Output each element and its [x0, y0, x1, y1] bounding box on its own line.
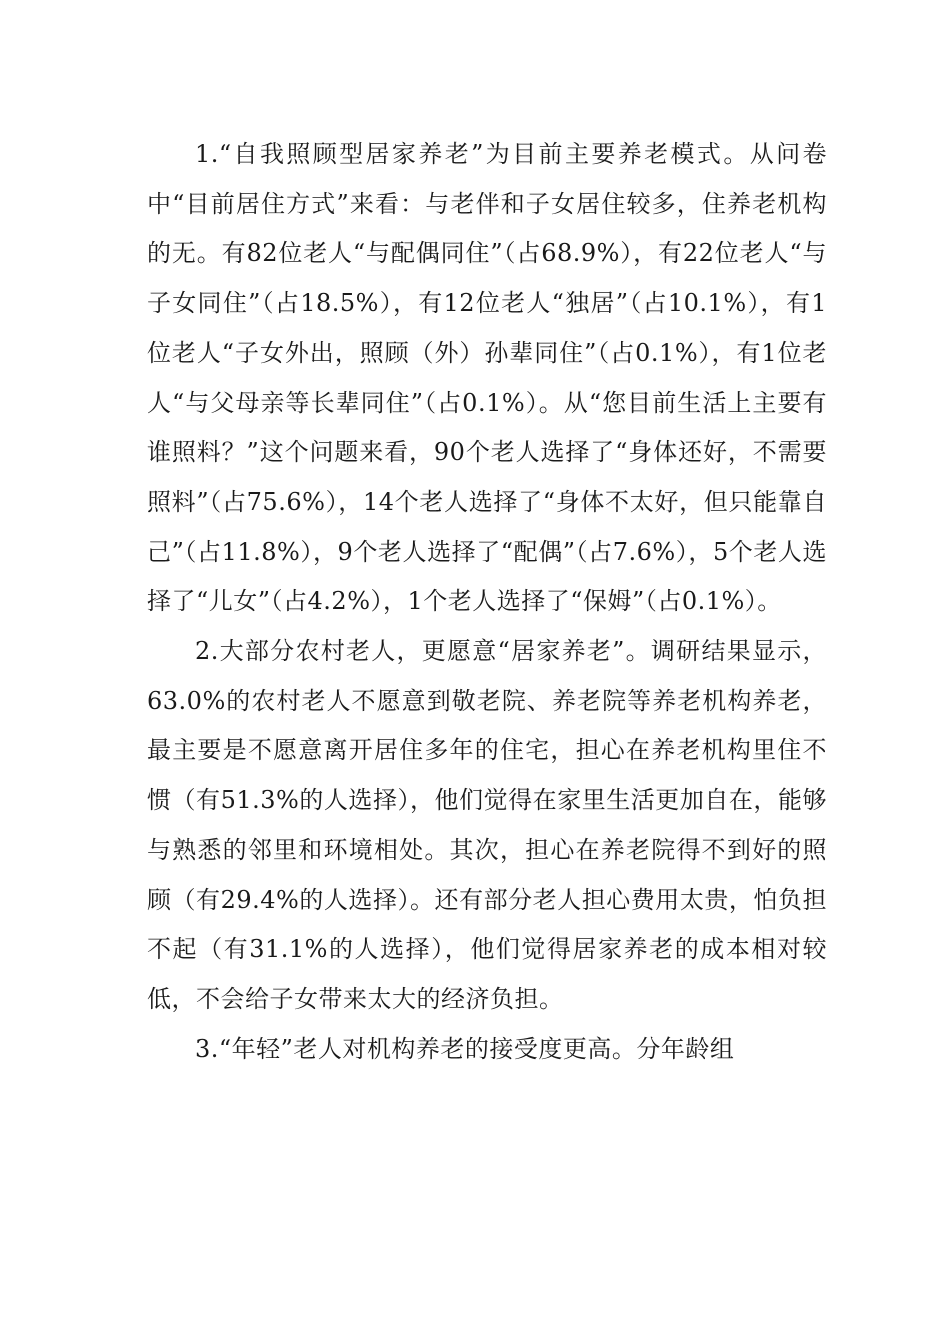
paragraph-3: 3.“年轻”老人对机构养老的接受度更高。分年龄组 — [195, 1034, 735, 1063]
paragraph-1: 1.“自我照顾型居家养老”为目前主要养老模式。从问卷中“目前居住方式”来看：与老伴和子女居住较多，住养老机构的无。有82位老人“与配偶同住”（占68.9%），有22位老人“与子女同住”（占18.5%），有12位老人“独居”（占10.1%），有1位老人“子女外出，照顾（外）孙辈同住”（占0.1%），有1位老人“与父母亲等长辈同住”（占0.1%）。从“您目前生活上主要有谁照料？”这个问题来看，90个老人选择了“身体还好，不需要照料”（占75.6%），14个老人选择了“身体不太好，但只能靠自己”（占11.8%），9个老人选择了“配偶”（占7.6%），5个老人选择了“儿女”（占4.2%），1个老人选择了“保姆”（占0.1%）。 — [147, 140, 827, 616]
document-body — [147, 130, 827, 1074]
paragraph-2: 2.大部分农村老人，更愿意“居家养老”。调研结果显示，63.0%的农村老人不愿意到敬老院、养老院等养老机构养老，最主要是不愿意离开居住多年的住宅，担心在养老机构里住不惯（有51.3%的人选择），他们觉得在家里生活更加自在，能够与熟悉的邻里和环境相处。其次，担心在养老院得不到好的照顾（有29.4%的人选择）。还有部分老人担心费用太贵，怕负担不起（有31.1%的人选择），他们觉得居家养老的成本相对较低，不会给子女带来太大的经济负担。 — [147, 637, 827, 1013]
